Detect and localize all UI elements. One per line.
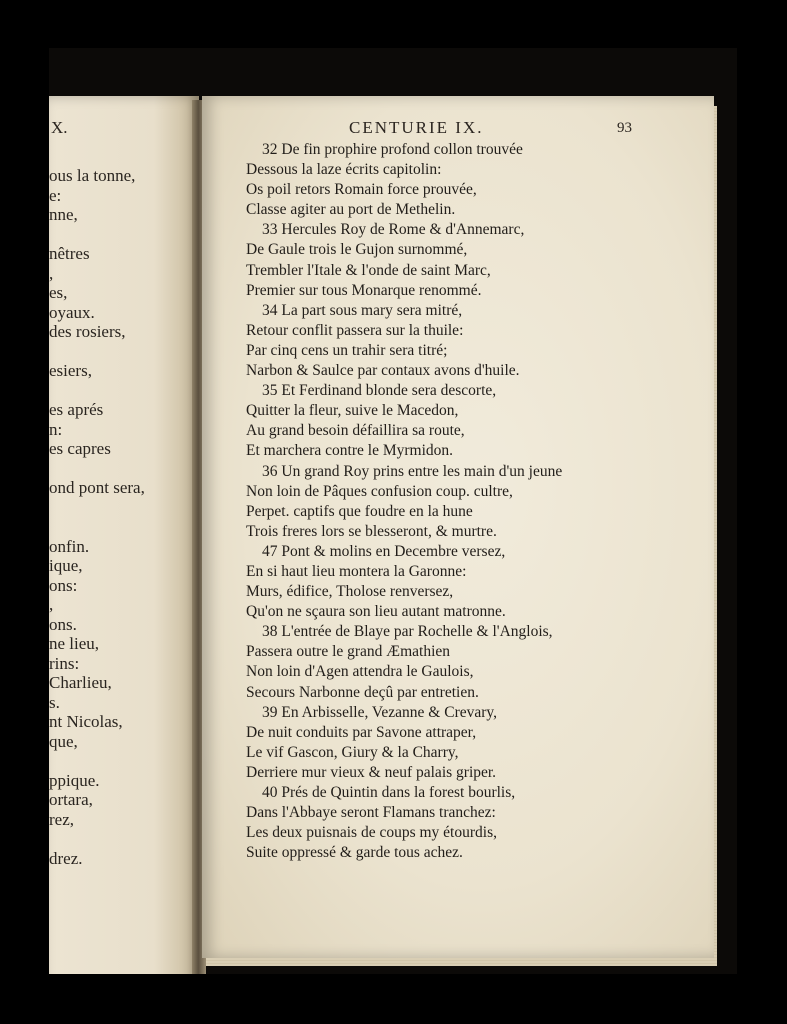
left-page-line: nne, [49, 205, 78, 224]
verse-line: Les deux puisnais de coups my étourdis, [246, 824, 497, 842]
left-page-line: ous la tonne, [49, 166, 136, 185]
left-page-line [49, 517, 195, 537]
left-page-line: es capres [49, 439, 111, 458]
left-page-line [49, 751, 195, 771]
verse-line: 35 Et Ferdinand blonde sera descorte, [262, 382, 497, 400]
verse-block [246, 140, 656, 863]
verse-line: 36 Un grand Roy prins entre les main d'un jeune [262, 462, 563, 480]
verse-line: 34 La part sous mary sera mitré, [262, 301, 463, 319]
left-page-line [49, 459, 195, 479]
verse-line: Trembler l'Itale & l'onde de saint Marc, [246, 261, 491, 279]
verse-line: Le vif Gascon, Giury & la Charry, [246, 743, 459, 761]
verse-line: Suite oppressé & garde tous achez. [246, 844, 463, 862]
verse-line: 47 Pont & molins en Decembre versez, [262, 542, 506, 560]
verse-line: 38 L'entrée de Blaye par Rochelle & l'Anglois, [262, 623, 553, 641]
left-page-line: ique, [49, 556, 83, 575]
left-page [49, 96, 199, 974]
left-page-line: des rosiers, [49, 322, 126, 341]
left-page-line: ortara, [49, 790, 93, 809]
verse-line: Trois freres lors se blesseront, & murtre. [246, 522, 497, 540]
left-page-line: es, [49, 283, 68, 302]
verse-line: Classe agiter au port de Methelin. [246, 201, 456, 219]
verse-line: Non loin d'Agen attendra le Gaulois, [246, 663, 474, 681]
left-page-line: ne lieu, [49, 634, 100, 653]
left-header: X. [51, 118, 68, 137]
left-page-line: onfin. [49, 536, 90, 556]
left-page-line: rins: [49, 653, 80, 673]
left-page-line: ond pont sera, [49, 478, 145, 497]
left-page-line [49, 829, 195, 849]
left-page-line [49, 342, 195, 362]
page-number: 93 [617, 120, 632, 136]
verse-line: Retour conflit passera sur la thuile: [246, 321, 464, 339]
verse-line: 32 De fin prophire profond collon trouvée [262, 141, 523, 158]
verse-line: Passera outre le grand Æmathien [246, 643, 451, 661]
left-page-line: que, [49, 731, 78, 751]
left-page-line: e: [49, 185, 62, 205]
left-page-line [49, 225, 195, 245]
left-page-line: es aprés [49, 400, 104, 419]
left-page-line: ons: [49, 575, 78, 595]
left-page-line [49, 381, 195, 401]
verse-line: 39 En Arbisselle, Vezanne & Crevary, [262, 703, 498, 721]
verse-line: Secours Narbonne deçû par entretien. [246, 683, 479, 701]
left-page-line: Charlieu, [49, 673, 112, 692]
verse-line: Narbon & Saulce par contaux avons d'huile. [246, 362, 520, 380]
verse-line: 40 Prés de Quintin dans la forest bourlis, [262, 784, 516, 801]
verse-line: Qu'on ne sçaura son lieu autant matronne. [246, 603, 506, 621]
verse-line: Au grand besoin défaillira sa route, [246, 422, 465, 440]
left-page-line: s. [49, 692, 60, 712]
verse-line: Derriere mur vieux & neuf palais griper. [246, 763, 497, 781]
left-page-line: , [49, 263, 54, 283]
left-page-line: n: [49, 419, 63, 439]
verse-line: De nuit conduits par Savone attraper, [246, 723, 477, 741]
verse-line: Os poil retors Romain force prouvée, [246, 181, 477, 199]
left-page-line [49, 498, 195, 518]
verse-line: Dessous la laze écrits capitolin: [246, 161, 442, 179]
verse-line: En si haut lieu montera la Garonne: [246, 562, 467, 580]
book-photo [49, 48, 737, 974]
page-header: CENTURIE IX. [349, 118, 484, 137]
verse-line: Quitter la fleur, suive le Macedon, [246, 402, 459, 420]
verse-line: Dans l'Abbaye seront Flamans tranchez: [246, 804, 496, 822]
left-page-line: nêtres [49, 244, 90, 263]
verse-line: Non loin de Pâques confusion coup. cultre, [246, 482, 513, 500]
left-page-line: nt Nicolas, [49, 712, 123, 731]
verse-line: Perpet. captifs que foudre en la hune [246, 502, 473, 520]
left-page-line: , [49, 595, 54, 614]
left-page-line: drez. [49, 848, 83, 868]
left-page-line: ppique. [49, 770, 100, 790]
left-page-text [49, 166, 195, 868]
left-page-line: ons. [49, 614, 77, 634]
verse-line: Par cinq cens un trahir sera titré; [246, 341, 448, 359]
verse-line: Murs, édifice, Tholose renversez, [246, 583, 454, 601]
verse-line: De Gaule trois le Gujon surnommé, [246, 241, 468, 259]
left-page-line: oyaux. [49, 302, 95, 322]
verse-line: 33 Hercules Roy de Rome & d'Annemarc, [262, 221, 525, 239]
verse-line: Et marchera contre le Myrmidon. [246, 442, 454, 460]
verse-line: Premier sur tous Monarque renommé. [246, 281, 482, 299]
left-page-line: rez, [49, 809, 75, 829]
left-page-line: esiers, [49, 361, 92, 380]
